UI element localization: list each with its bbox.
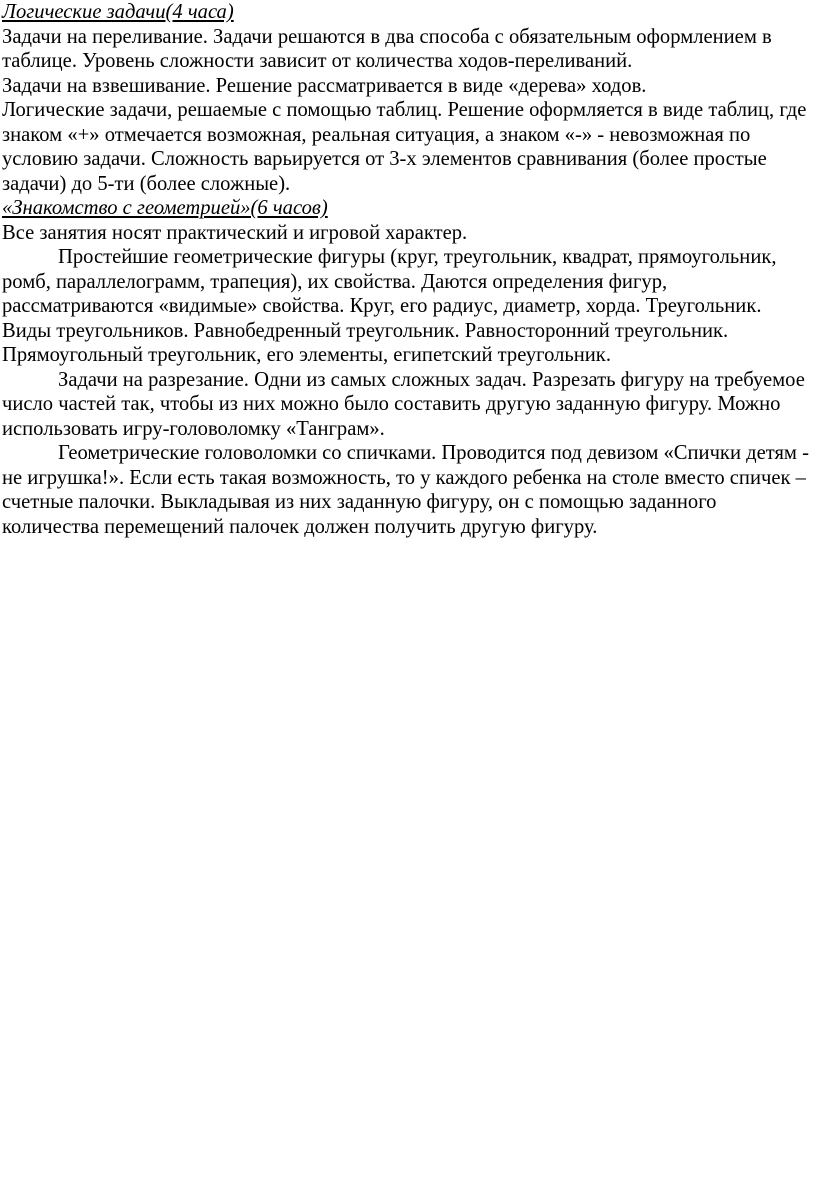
document-page — [2, 0, 814, 539]
paragraph-pouring-tasks: Задачи на переливание. Задачи решаются в два способа с обязательным оформлением в таблице. Уровень сложности зависит от количества ходов-переливаний. — [2, 25, 772, 72]
paragraph-table-tasks: Логические задачи, решаемые с помощью таблиц. Решение оформляется в виде таблиц, где знаком «+» отмечается возможная, реальная ситуация, а знаком «-» - невозможная по условию задачи. Сложность варьируется от 3-х элементов сравнивания (более простые задачи) до 5-ти (более сложные). — [2, 99, 807, 195]
section-heading-logic-tasks: Логические задачи(4 часа) — [2, 1, 234, 23]
paragraph-weighing-tasks: Задачи на взвешивание. Решение рассматривается в виде «дерева» ходов. — [2, 74, 647, 97]
paragraph-cutting-tasks: Задачи на разрезание. Одни из самых сложных задач. Разрезать фигуру на требуемое число частей так, чтобы из них можно было составить другую заданную фигуру. Можно использовать игру-головоломку «Танграм». — [2, 368, 805, 440]
paragraph-simple-figures: Простейшие геометрические фигуры (круг, треугольник, квадрат, прямоугольник, ромб, параллелограмм, трапеция), их свойства. Даются определения фигур, рассматриваются «видимые» свойства. Круг, его радиус, диаметр, хорда. Треугольник. Виды треугольников. Равнобедренный треугольник. Равносторонний треугольник. Прямоугольный треугольник, его элементы, египетский треугольник. — [2, 246, 777, 366]
paragraph-matchstick-puzzles: Геометрические головоломки со спичками. Проводится под девизом «Спички детям - не игрушка!». Если есть такая возможность, то у каждого ребенка на столе вместо спичек – счетные палочки. Выкладывая из них заданную фигуру, он с помощью заданного количества перемещений палочек должен получить другую фигуру. — [2, 442, 809, 538]
section-heading-geometry: «Знакомство с геометрией»(6 часов) — [2, 197, 328, 219]
paragraph-geometry-intro: Все занятия носят практический и игровой характер. — [2, 221, 468, 244]
